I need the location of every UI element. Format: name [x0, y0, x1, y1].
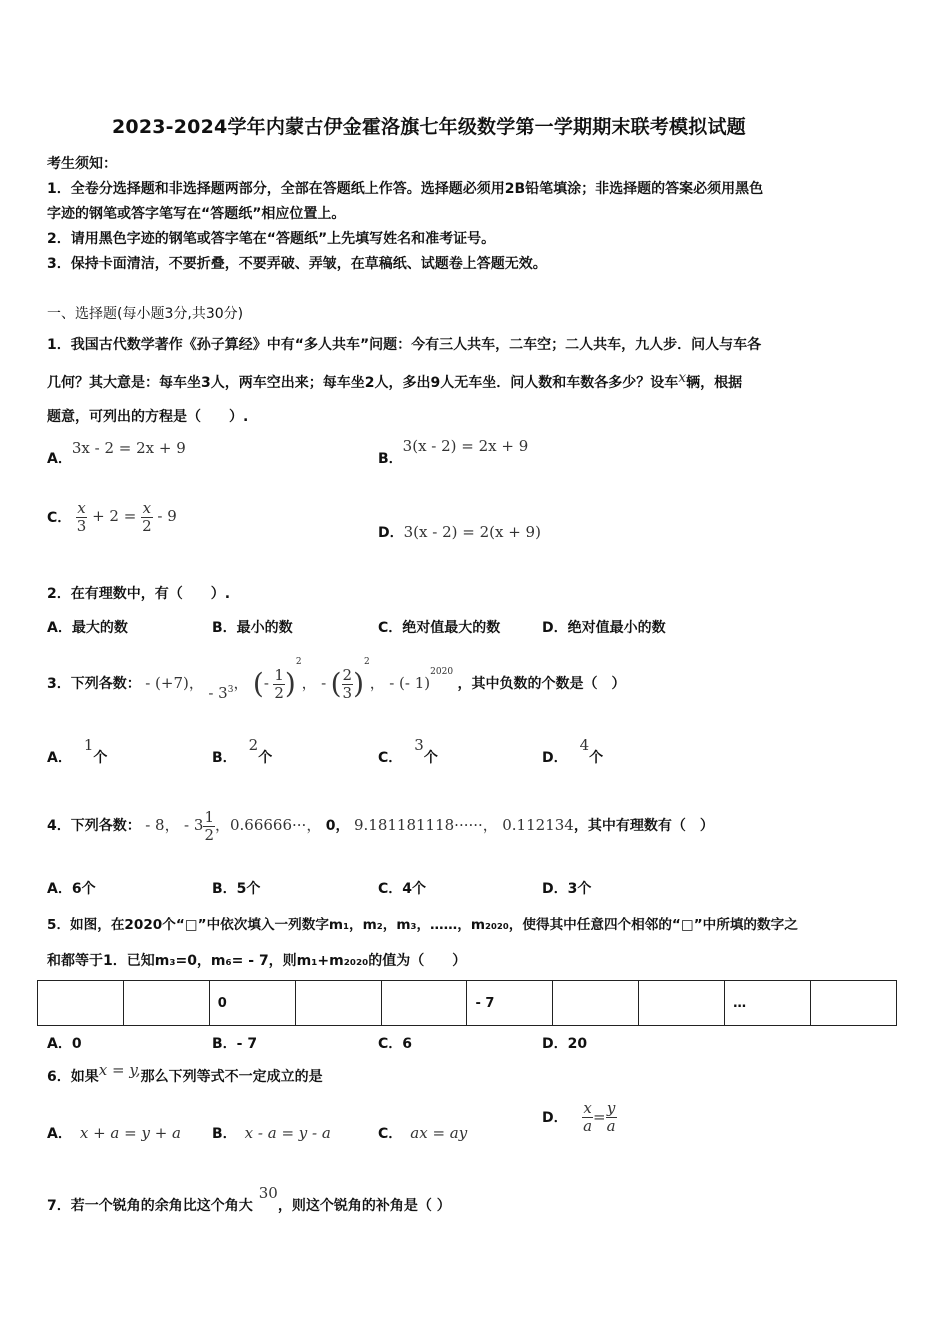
notice-heading: 考生须知： [47, 156, 117, 172]
grid-cell [381, 981, 467, 1026]
q3-option-b[interactable]: B．2个 [212, 736, 273, 766]
q5-option-a[interactable]: A．0 [47, 1036, 82, 1052]
grid-cell: … [725, 981, 811, 1026]
q5-option-c[interactable]: C．6 [378, 1036, 413, 1052]
q2-stem: 2．在有理数中，有（ ）. [47, 586, 231, 602]
q4-option-d[interactable]: D．3个 [542, 881, 592, 897]
q1-option-b[interactable]: B．3(x - 2) = 2x + 9 [378, 437, 529, 467]
q1-line1: 1．我国古代数学著作《孙子算经》中有“多人共车”问题：今有三人共车，二车空；二人共车，九人步．问人与车各 [47, 337, 762, 353]
q5-line2: 和都等于1．已知m₃=0，m₆= - 7，则m₁+m₂₀₂₀的值为（ ） [47, 953, 467, 969]
grid-cell [295, 981, 381, 1026]
q5-box-grid [37, 980, 897, 1026]
q4-option-a[interactable]: A．6个 [47, 881, 96, 897]
grid-cell [811, 981, 897, 1026]
q1-variable-x: x [678, 370, 687, 386]
grid-cell [639, 981, 725, 1026]
notice-item-3: 3．保持卡面清洁，不要折叠，不要弄破、弄皱，在草稿纸、试题卷上答题无效。 [47, 256, 547, 272]
q6-option-c[interactable]: C． ax = ay [378, 1124, 468, 1142]
q1-line2: 几何？其大意是：每车坐3人，两车空出来；每车坐2人，多出9人无车坐．问人数和车数各多少？设车x辆，根据 [47, 370, 743, 391]
q4-option-b[interactable]: B．5个 [212, 881, 261, 897]
grid-cell [553, 981, 639, 1026]
page-title: 2023-2024学年内蒙古伊金霍洛旗七年级数学第一学期期末联考模拟试题 [112, 116, 746, 138]
q1-option-c[interactable]: C． $\frac{x}{3}$ + 2 = $\frac{x}{2}$ - 9 [47, 499, 177, 535]
notice-item-2: 2．请用黑色字迹的钢笔或答字笔在“答题纸”上先填写姓名和准考证号。 [47, 231, 496, 247]
q6-option-b[interactable]: B． x - a = y - a [212, 1124, 331, 1142]
q6-stem: 6．如果x = y,那么下列等式不一定成立的是 [47, 1061, 323, 1085]
q4-stem: 4．下列各数： - 8， - 3 $\frac{1}{2}$ ，0.66666···， 0， 9.181181118······， 0.112134，其中有理数有（ ） [47, 808, 714, 844]
grid-cell [38, 981, 124, 1026]
grid-cell: 0 [209, 981, 295, 1026]
q1-option-a[interactable]: A．3x - 2 = 2x + 9 [47, 439, 186, 467]
q2-option-b[interactable]: B．最小的数 [212, 620, 293, 636]
q3-option-c[interactable]: C．3个 [378, 736, 438, 766]
q1-line3: 题意，可列出的方程是（ ）. [47, 409, 249, 425]
q3-option-a[interactable]: A．1个 [47, 736, 108, 766]
grid-cell [123, 981, 209, 1026]
q3-stem: 3．下列各数： - (+7)， - $3^3$， (- $\frac{1}{2}$ )$^2$， - ( $\frac{2}{3}$ )$^2$， - (- 1)$^{2020}$ ，其中负数的个数是（ ） [47, 657, 626, 702]
q3-option-d[interactable]: D．4个 [542, 736, 604, 766]
q2-option-a[interactable]: A．最大的数 [47, 620, 128, 636]
notice-item-1-cont: 字迹的钢笔或答字笔写在“答题纸”相应位置上。 [47, 206, 346, 222]
grid-cell: - 7 [467, 981, 553, 1026]
q5-option-b[interactable]: B．- 7 [212, 1036, 258, 1052]
q5-option-d[interactable]: D．20 [542, 1036, 588, 1052]
q6-option-a[interactable]: A． x + a = y + a [47, 1124, 181, 1142]
q7-stem: 7．若一个锐角的余角比这个角大30，则这个锐角的补角是（ ） [47, 1184, 451, 1214]
notice-item-1: 1．全卷分选择题和非选择题两部分，全部在答题纸上作答。选择题必须用2B铅笔填涂；非选择题的答案必须用黑色 [47, 181, 764, 197]
q1-option-d[interactable]: D．3(x - 2) = 2(x + 9) [378, 523, 541, 541]
q2-option-d[interactable]: D．绝对值最小的数 [542, 620, 666, 636]
q6-option-d[interactable]: D． $\frac{x}{a}$ = $\frac{y}{a}$ [542, 1099, 616, 1135]
q4-option-c[interactable]: C．4个 [378, 881, 427, 897]
q2-option-c[interactable]: C．绝对值最大的数 [378, 620, 501, 636]
q5-line1: 5．如图，在2020个“□”中依次填入一列数字m₁，m₂，m₃，……，m₂₀₂₀，使得其中任意四个相邻的“□”中所填的数字之 [47, 917, 798, 933]
section-heading: 一、选择题(每小题3分,共30分) [47, 306, 244, 322]
